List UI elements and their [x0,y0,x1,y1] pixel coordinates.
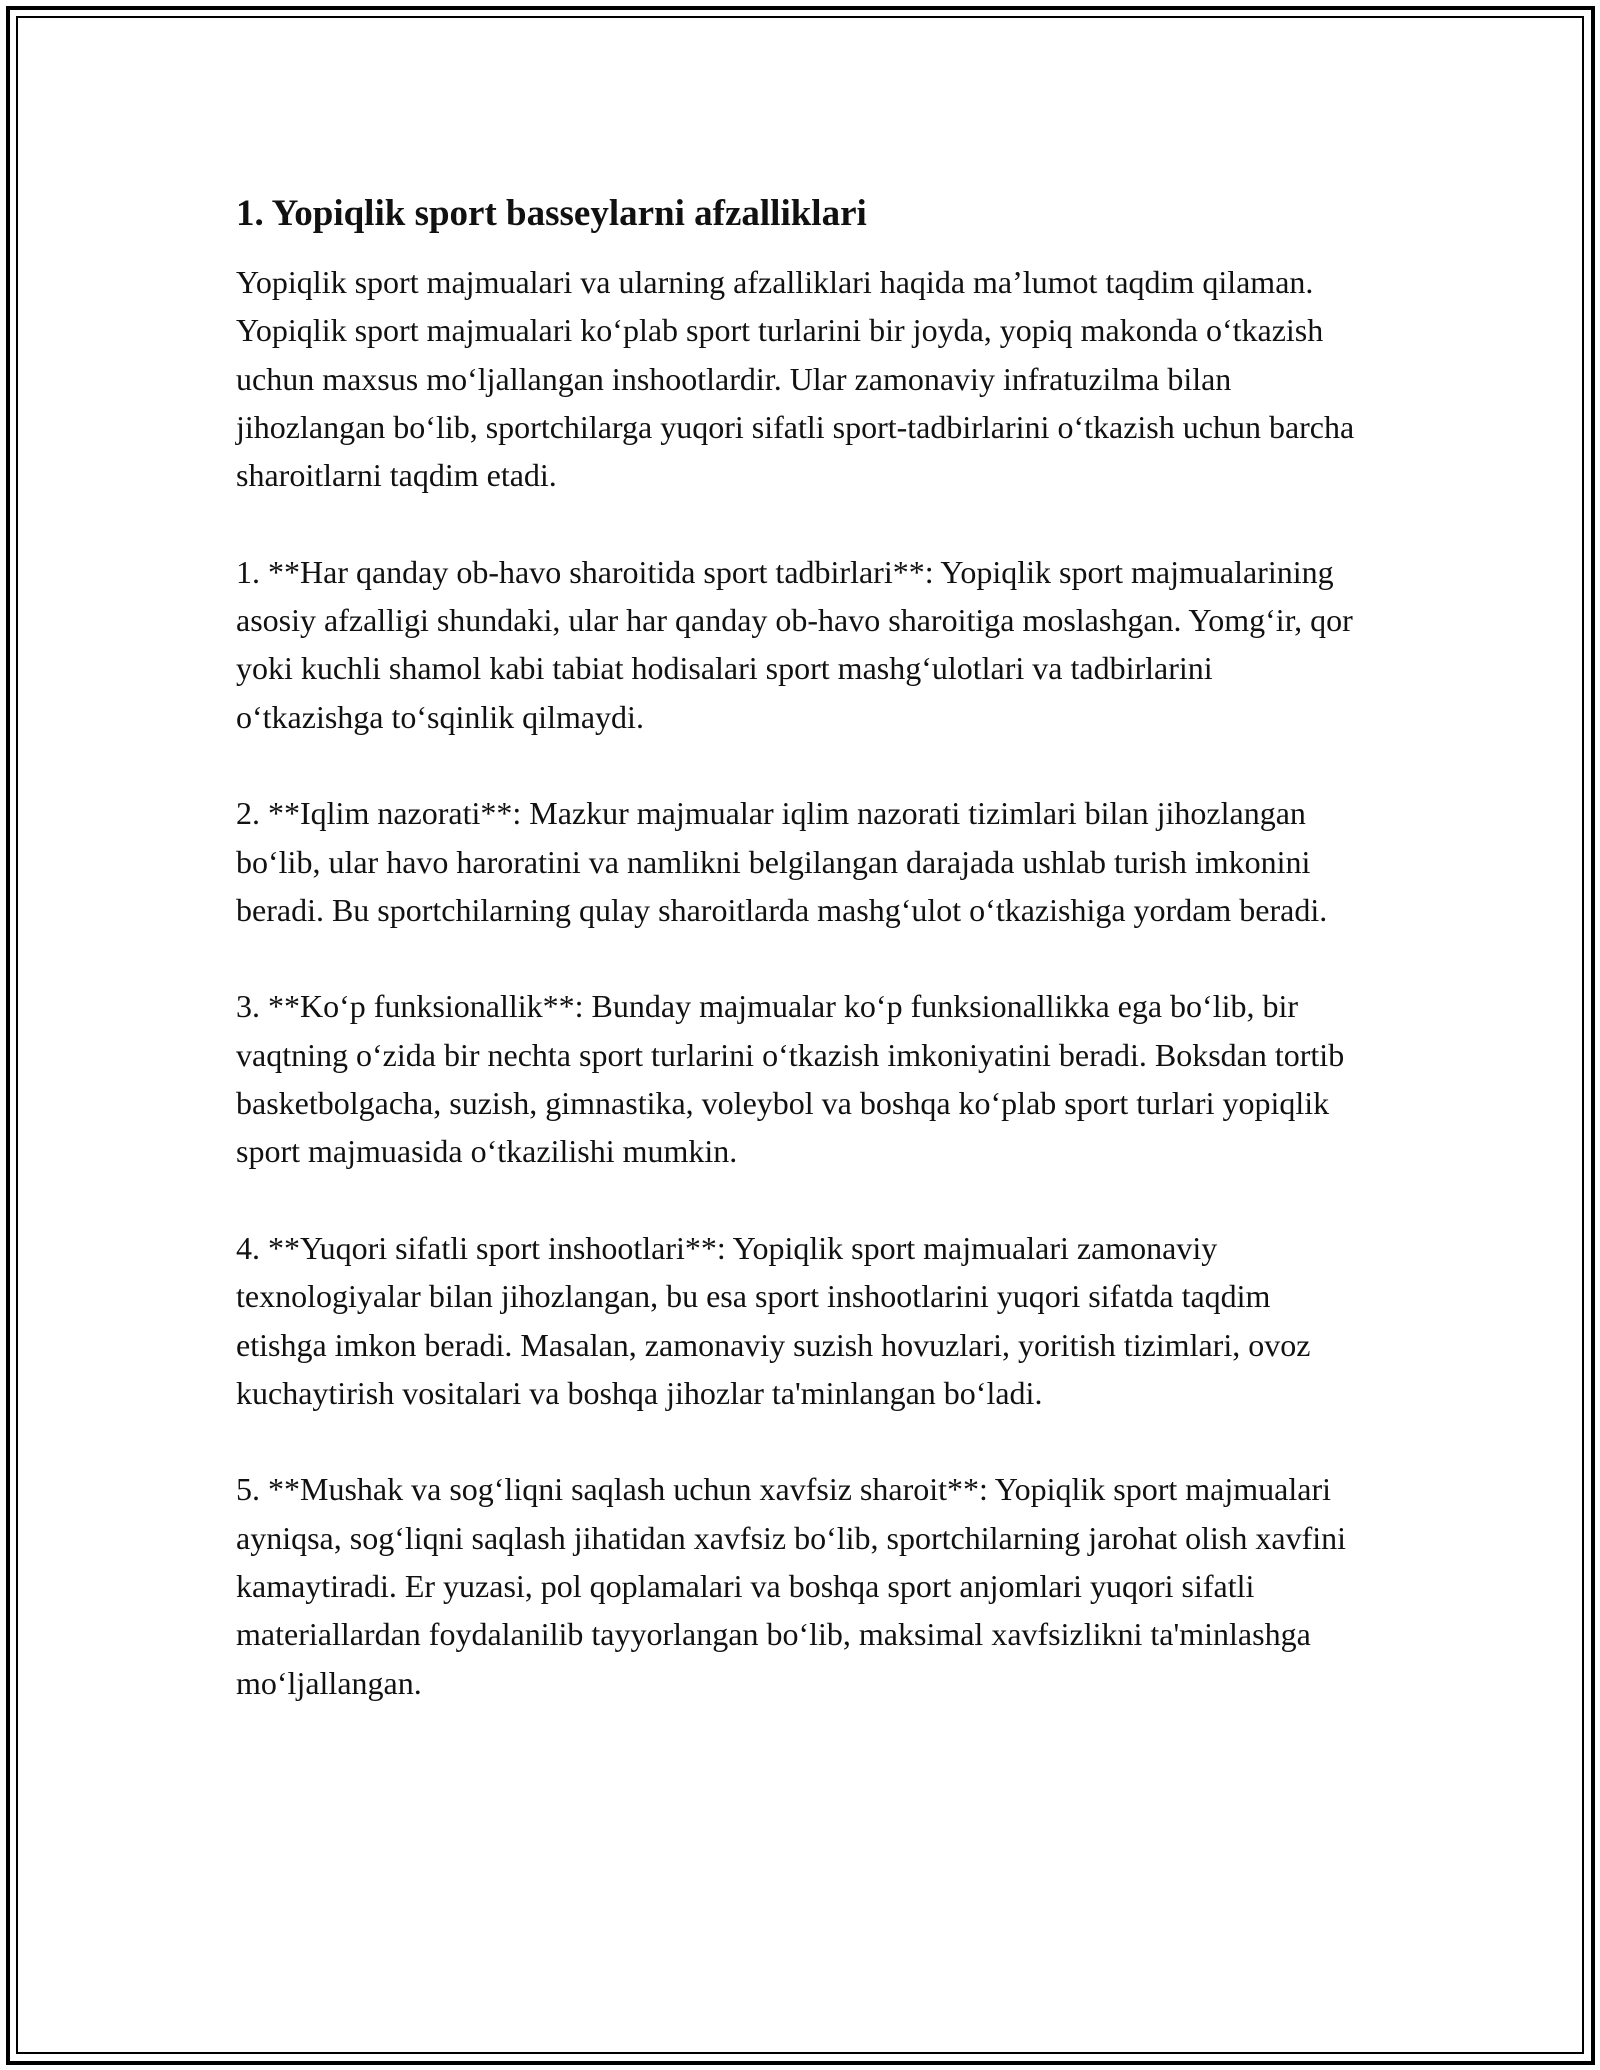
document-heading: 1. Yopiqlik sport basseylarni afzalliklari [236,193,867,234]
document-body [236,188,1366,1755]
point-1-paragraph: 1. **Har qanday ob-havo sharoitida sport tadbirlari**: Yopiqlik sport majmualarining asosiy afzalligi shundaki, ular har qanday ob-havo sharoitiga moslashgan. Yomg‘ir, qor yoki kuchli shamol kabi tabiat hodisalari sport mashg‘ulotlari va tadbirlarini o‘tkazishga to‘sqinlik qilmaydi. [236,553,1353,735]
point-4-paragraph: 4. **Yuqori sifatli sport inshootlari**: Yopiqlik sport majmualari zamonaviy texnologiyalar bilan jihozlangan, bu esa sport inshootlarini yuqori sifatda taqdim etishga imkon beradi. Masalan, zamonaviy suzish hovuzlari, yoritish tizimlari, ovoz kuchaytirish vositalari va boshqa jihozlar ta'minlangan bo‘ladi. [236,1229,1311,1411]
point-5-paragraph: 5. **Mushak va sog‘liqni saqlash uchun xavfsiz sharoit**: Yopiqlik sport majmualari ayniqsa, sog‘liqni saqlash jihatidan xavfsiz bo‘lib, sportchilarning jarohat olish xavfini kamaytiradi. Er yuzasi, pol qoplamalari va boshqa sport anjomlari yuqori sifatli materiallardan foydalanilib tayyorlangan bo‘lib, maksimal xavfsizlikni ta'minlashga mo‘ljallangan. [236,1471,1346,1701]
intro-paragraph: Yopiqlik sport majmualari va ularning afzalliklari haqida ma’lumot taqdim qilaman. Yopiqlik sport majmualari ko‘plab sport turlarini bir joyda, yopiq makonda o‘tkazish uchun maxsus mo‘ljallangan inshootlardir. Ular zamonaviy infratuzilma bilan jihozlangan bo‘lib, sportchilarga yuqori sifatli sport-tadbirlarini o‘tkazish uchun barcha sharoitlarni taqdim etadi. [236,264,1355,494]
point-2-paragraph: 2. **Iqlim nazorati**: Mazkur majmualar iqlim nazorati tizimlari bilan jihozlangan bo‘lib, ular havo haroratini va namlikni belgilangan darajada ushlab turish imkonini beradi. Bu sportchilarning qulay sharoitlarda mashg‘ulot o‘tkazishiga yordam beradi. [236,795,1328,928]
point-3-paragraph: 3. **Ko‘p funksionallik**: Bunday majmualar ko‘p funksionallikka ega bo‘lib, bir vaqtning o‘zida bir nechta sport turlarini o‘tkazish imkoniyatini beradi. Boksdan tortib basketbolgacha, suzish, gimnastika, voleybol va boshqa ko‘plab sport turlari yopiqlik sport majmuasida o‘tkazilishi mumkin. [236,988,1345,1170]
